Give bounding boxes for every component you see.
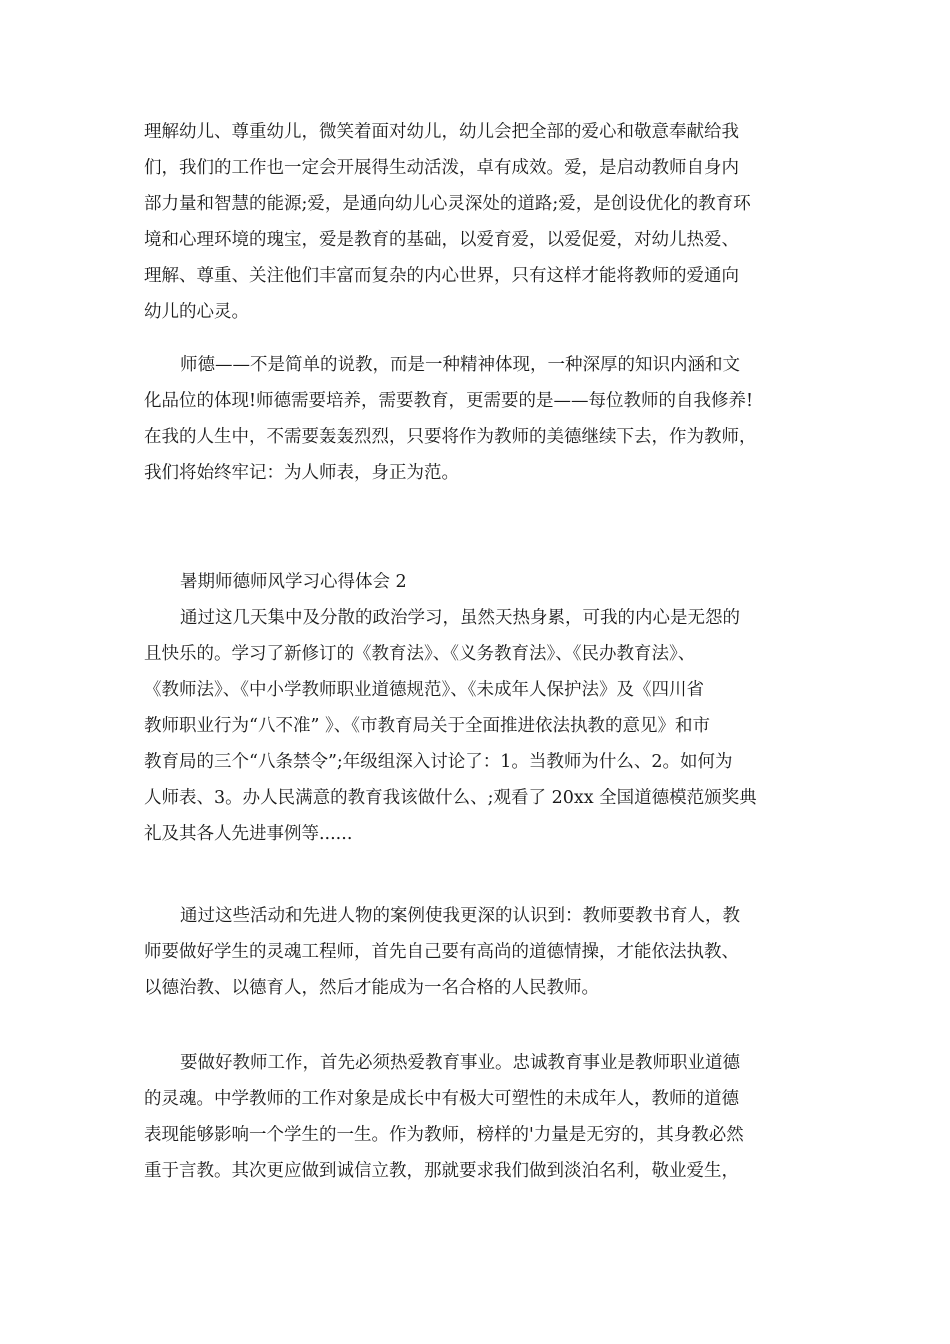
paragraph-2 [144, 347, 824, 491]
paragraph-1 [144, 114, 824, 330]
paragraph-line: 们，我们的工作也一定会开展得生动活泼，卓有成效。爱，是启动教师自身内 [144, 158, 739, 178]
paragraph-line: 通过这几天集中及分散的政治学习，虽然天热身累，可我的内心是无怨的 [180, 608, 740, 628]
paragraph-line: 通过这些活动和先进人物的案例使我更深的认识到：教师要教书育人，教 [180, 906, 740, 926]
paragraph-line: 理解、尊重、关注他们丰富而复杂的内心世界，只有这样才能将教师的爱通向 [144, 266, 739, 286]
paragraph-line: 要做好教师工作，首先必须热爱教育事业。忠诚教育事业是教师职业道德 [180, 1053, 740, 1073]
paragraph-line: 部力量和智慧的能源;爱，是通向幼儿心灵深处的道路;爱，是创设优化的教育环 [144, 194, 751, 214]
paragraph-line: 人师表、3。办人民满意的教育我该做什么、;观看了 20xx 全国道德模范颁奖典 [144, 788, 757, 808]
paragraph-line: 且快乐的。学习了新修订的《教育法》、《义务教育法》、《民办教育法》、 [144, 644, 696, 664]
paragraph-line: 我们将始终牢记：为人师表，身正为范。 [144, 463, 459, 483]
paragraph-5 [144, 1045, 824, 1189]
paragraph-line: 教育局的三个“八条禁令”;年级组深入讨论了：1。当教师为什么、2。如何为 [144, 752, 733, 772]
paragraph-line: 的灵魂。中学教师的工作对象是成长中有极大可塑性的未成年人，教师的道德 [144, 1089, 739, 1109]
section-heading [144, 564, 824, 600]
paragraph-line: 师要做好学生的灵魂工程师，首先自己要有高尚的道德情操，才能依法执教、 [144, 942, 739, 962]
paragraph-line: 理解幼儿、尊重幼儿，微笑着面对幼儿，幼儿会把全部的爱心和敬意奉献给我 [144, 122, 739, 142]
paragraph-line: 教师职业行为“八不准” 》、《市教育局关于全面推进依法执教的意见》和市 [144, 716, 710, 736]
paragraph-line: 境和心理环境的瑰宝，爱是教育的基础，以爱育爱，以爱促爱，对幼儿热爱、 [144, 230, 739, 250]
paragraph-line: 《教师法》、《中小学教师职业道德规范》、《未成年人保护法》及《四川省 [144, 680, 704, 700]
paragraph-line: 以德治教、以德育人，然后才能成为一名合格的人民教师。 [144, 978, 599, 998]
paragraph-line: 重于言教。其次更应做到诚信立教，那就要求我们做到淡泊名利，敬业爱生， [144, 1161, 739, 1181]
paragraph-line: 化品位的体现!师德需要培养，需要教育，更需要的是——每位教师的自我修养! [144, 391, 754, 411]
paragraph-4 [144, 898, 824, 1006]
paragraph-line: 表现能够影响一个学生的一生。作为教师，榜样的'力量是无穷的，其身教必然 [144, 1125, 744, 1145]
paragraph-line: 幼儿的心灵。 [144, 302, 249, 322]
paragraph-line: 在我的人生中，不需要轰轰烈烈，只要将作为教师的美德继续下去，作为教师， [144, 427, 757, 447]
heading-line: 暑期师德师风学习心得体会 2 [180, 572, 407, 592]
paragraph-line: 师德——不是简单的说教，而是一种精神体现，一种深厚的知识内涵和文 [180, 355, 740, 375]
paragraph-line: 礼及其各人先进事例等...... [144, 824, 353, 844]
paragraph-3 [144, 600, 824, 852]
